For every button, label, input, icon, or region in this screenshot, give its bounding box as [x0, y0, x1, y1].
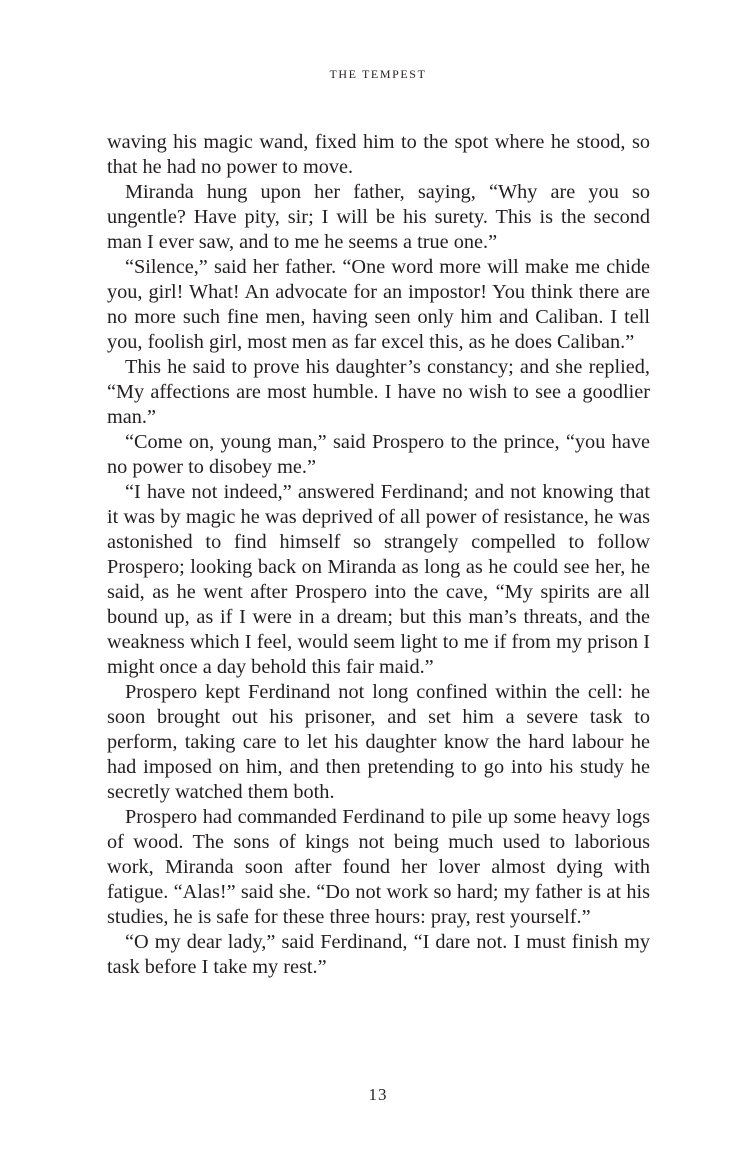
paragraph: “Silence,” said her father. “One word more will make me chide you, girl! What! An advocate for an impostor! You think there are no more such fine men, having seen only him and Caliban. I tell you, foolish girl, most men as far excel this, as he does Caliban.” — [107, 256, 650, 353]
paragraph: Prospero had commanded Ferdinand to pile up some heavy logs of wood. The sons of kings not being much used to laborious work, Miranda soon after found her lover almost dying with fatigue. “Alas!” said she. “Do not work so hard; my father is at his studies, he is safe for these three hours: pray, rest yourself.” — [107, 806, 650, 928]
body-text — [107, 130, 650, 980]
paragraph: “O my dear lady,” said Ferdinand, “I dare not. I must finish my task before I take my rest.” — [107, 931, 650, 978]
paragraph: Miranda hung upon her father, saying, “Why are you so ungentle? Have pity, sir; I will be his surety. This is the second man I ever saw, and to me he seems a true one.” — [107, 181, 650, 253]
paragraph: waving his magic wand, fixed him to the spot where he stood, so that he had no power to move. — [107, 131, 650, 178]
paragraph: “I have not indeed,” answered Ferdinand; and not knowing that it was by magic he was deprived of all power of resistance, he was astonished to find himself so strangely compelled to follow Prospero; looking back on Miranda as long as he could see her, he said, as he went after Prospero into the cave, “My spirits are all bound up, as if I were in a dream; but this man’s threats, and the weakness which I feel, would seem light to me if from my prison I might once a day behold this fair maid.” — [107, 481, 650, 678]
running-head: THE TEMPEST — [329, 67, 427, 81]
paragraph: “Come on, young man,” said Prospero to the prince, “you have no power to disobey me.” — [107, 431, 650, 478]
page-number: 13 — [368, 1085, 388, 1104]
paragraph: This he said to prove his daughter’s constancy; and she replied, “My affections are most humble. I have no wish to see a goodlier man.” — [107, 356, 650, 428]
paragraph: Prospero kept Ferdinand not long confined within the cell: he soon brought out his prisoner, and set him a severe task to perform, taking care to let his daughter know the hard labour he had imposed on him, and then pretending to go into his study he secretly watched them both. — [107, 681, 650, 803]
